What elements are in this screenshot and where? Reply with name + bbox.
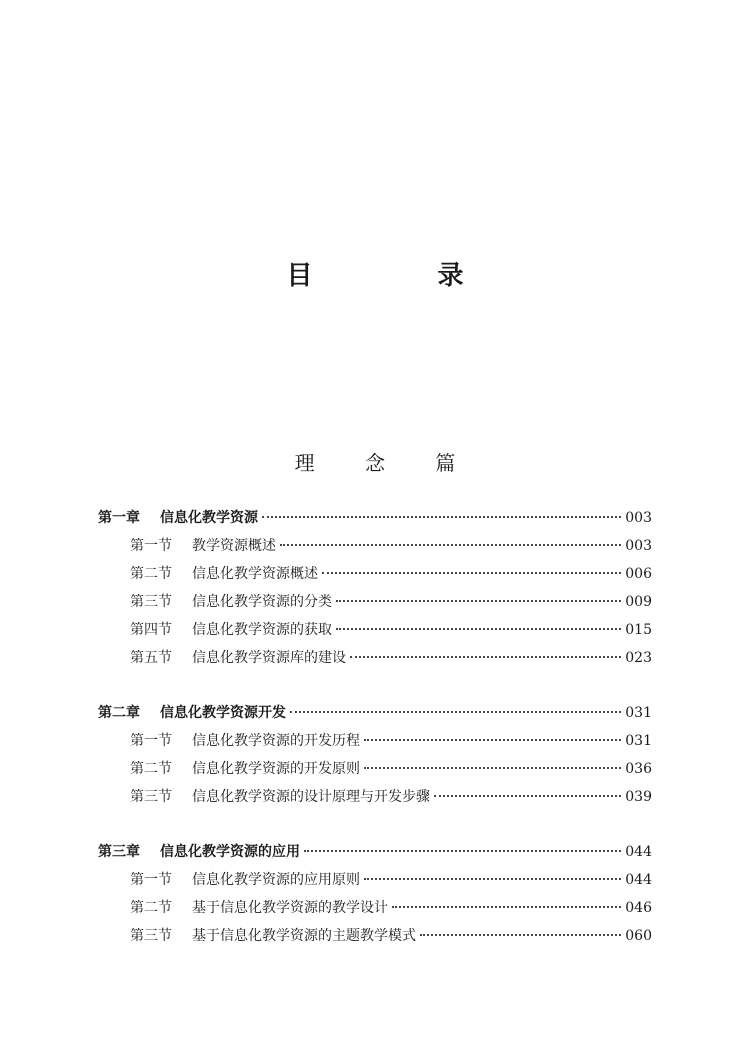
toc-chapter-row (98, 838, 652, 866)
chapter-page-number: 044 (625, 844, 652, 860)
dot-leader (364, 878, 621, 880)
chapter-page-number: 003 (625, 510, 652, 526)
chapter-title: 信息化教学资源的应用 (160, 844, 300, 860)
section-label: 第二节 (130, 900, 172, 916)
toc-section-row (98, 755, 652, 783)
section-title: 教学资源概述 (192, 538, 276, 554)
dot-leader (392, 906, 621, 908)
dot-leader (280, 544, 621, 546)
section-label: 第二节 (130, 566, 172, 582)
toc-section-row (98, 783, 652, 811)
section-title: 信息化教学资源库的建设 (192, 650, 346, 666)
section-label: 第三节 (130, 594, 172, 610)
dot-leader (336, 600, 621, 602)
section-label: 第一节 (130, 538, 172, 554)
toc-section-row (98, 922, 652, 950)
chapter-spacer (98, 811, 652, 838)
section-title: 信息化教学资源的获取 (192, 622, 332, 638)
section-title: 信息化教学资源的开发历程 (192, 733, 360, 749)
section-label: 第三节 (130, 789, 172, 805)
dot-leader (290, 711, 621, 713)
dot-leader (336, 628, 621, 630)
dot-leader (364, 739, 621, 741)
table-of-contents (98, 504, 652, 950)
dot-leader (304, 850, 621, 852)
toc-section-row (98, 727, 652, 755)
toc-section-row (98, 894, 652, 922)
chapter-label: 第三章 (98, 844, 140, 860)
section-page-number: 003 (625, 538, 652, 554)
section-page-number: 006 (625, 566, 652, 582)
section-page-number: 039 (625, 789, 652, 805)
section-label: 第三节 (130, 928, 172, 944)
section-title: 信息化教学资源的开发原则 (192, 761, 360, 777)
section-page-number: 009 (625, 594, 652, 610)
toc-section-row (98, 532, 652, 560)
section-page-number: 046 (625, 900, 652, 916)
section-page-number: 060 (625, 928, 652, 944)
chapter-title: 信息化教学资源开发 (160, 705, 286, 721)
section-page-number: 015 (625, 622, 652, 638)
part-title: 理 念 篇 (294, 451, 478, 475)
toc-chapter-row (98, 504, 652, 532)
dot-leader (434, 795, 621, 797)
chapter-title: 信息化教学资源 (160, 510, 258, 526)
section-title: 信息化教学资源概述 (192, 566, 318, 582)
section-page-number: 044 (625, 872, 652, 888)
toc-section-row (98, 588, 652, 616)
section-label: 第二节 (130, 761, 172, 777)
section-label: 第四节 (130, 622, 172, 638)
dot-leader (322, 572, 621, 574)
section-title: 信息化教学资源的设计原理与开发步骤 (192, 789, 430, 805)
dot-leader (262, 516, 621, 518)
toc-section-row (98, 616, 652, 644)
section-label: 第一节 (130, 872, 172, 888)
section-page-number: 023 (625, 650, 652, 666)
section-title: 基于信息化教学资源的主题教学模式 (192, 928, 416, 944)
toc-chapter-row (98, 699, 652, 727)
toc-section-row (98, 644, 652, 672)
dot-leader (420, 934, 621, 936)
section-label: 第五节 (130, 650, 172, 666)
chapter-label: 第二章 (98, 705, 140, 721)
section-title: 基于信息化教学资源的教学设计 (192, 900, 388, 916)
section-title: 信息化教学资源的分类 (192, 594, 332, 610)
dot-leader (364, 767, 621, 769)
page-title: 目 录 (286, 261, 522, 291)
section-label: 第一节 (130, 733, 172, 749)
section-page-number: 031 (625, 733, 652, 749)
chapter-label: 第一章 (98, 510, 140, 526)
dot-leader (350, 656, 621, 658)
section-title: 信息化教学资源的应用原则 (192, 872, 360, 888)
toc-section-row (98, 866, 652, 894)
chapter-spacer (98, 672, 652, 699)
chapter-page-number: 031 (625, 705, 652, 721)
section-page-number: 036 (625, 761, 652, 777)
toc-section-row (98, 560, 652, 588)
